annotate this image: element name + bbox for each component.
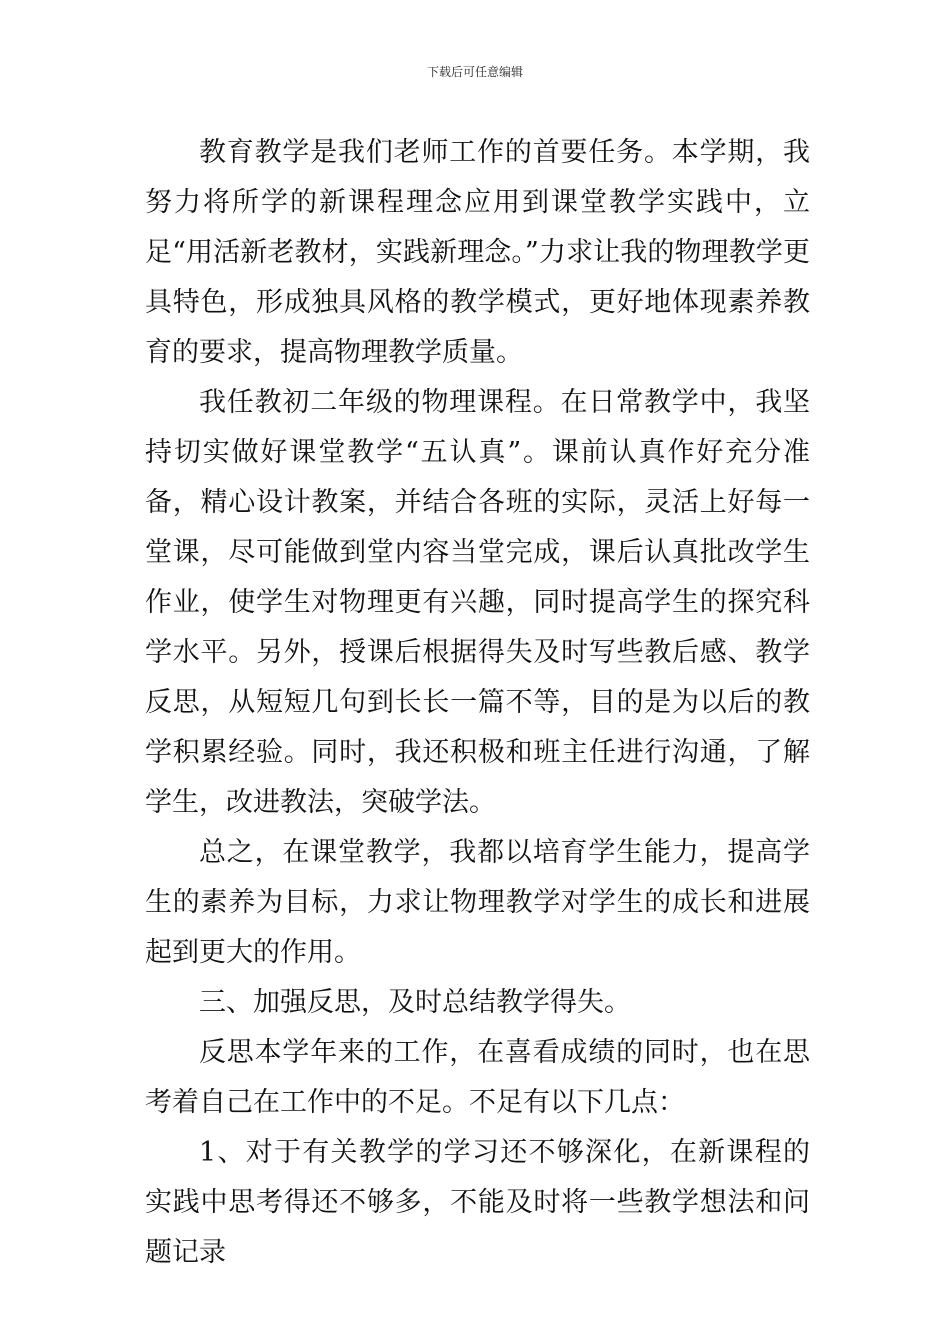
paragraph-summary: 总之，在课堂教学，我都以培育学生能力，提高学生的素养为目标，力求让物理教学对学生的成长和进展起到更大的作用。 [145,837,810,968]
paragraph-physics-course: 我任教初二年级的物理课程。在日常教学中，我坚持切实做好课堂教学“五认真”。课前认真作好充分准备，精心设计教案，并结合各班的实际，灵活上好每一堂课，尽可能做到堂内容当堂完成，课后认真批改学生作业，使学生对物理更有兴趣，同时提高学生的探究科学水平。另外，授课后根据得失及时写些教后感、教学反思，从短短几句到长长一篇不等，目的是为以后的教学积累经验。同时，我还积极和班主任进行沟通，了解学生，改进教法，突破学法。 [145,387,810,818]
section-heading-reflection: 三、加强反思，及时总结教学得失。 [199,987,631,1018]
paragraph-shortcoming-1: 1、对于有关教学的学习还不够深化，在新课程的实践中思考得还不够多，不能及时将一些教学想法和问题记录 [145,1137,810,1268]
document-body [145,128,810,1278]
paragraph-teaching-task: 教育教学是我们老师工作的首要任务。本学期，我努力将所学的新课程理念应用到课堂教学实践中，立足“用活新老教材，实践新理念。”力求让我的物理教学更具特色，形成独具风格的教学模式，更好地体现素养教育的要求，提高物理教学质量。 [145,137,810,368]
paragraph-reflection: 反思本学年来的工作，在喜看成绩的同时，也在思考着自己在工作中的不足。不足有以下几点： [145,1037,810,1118]
page-header: 下载后可任意编辑 [426,65,523,79]
